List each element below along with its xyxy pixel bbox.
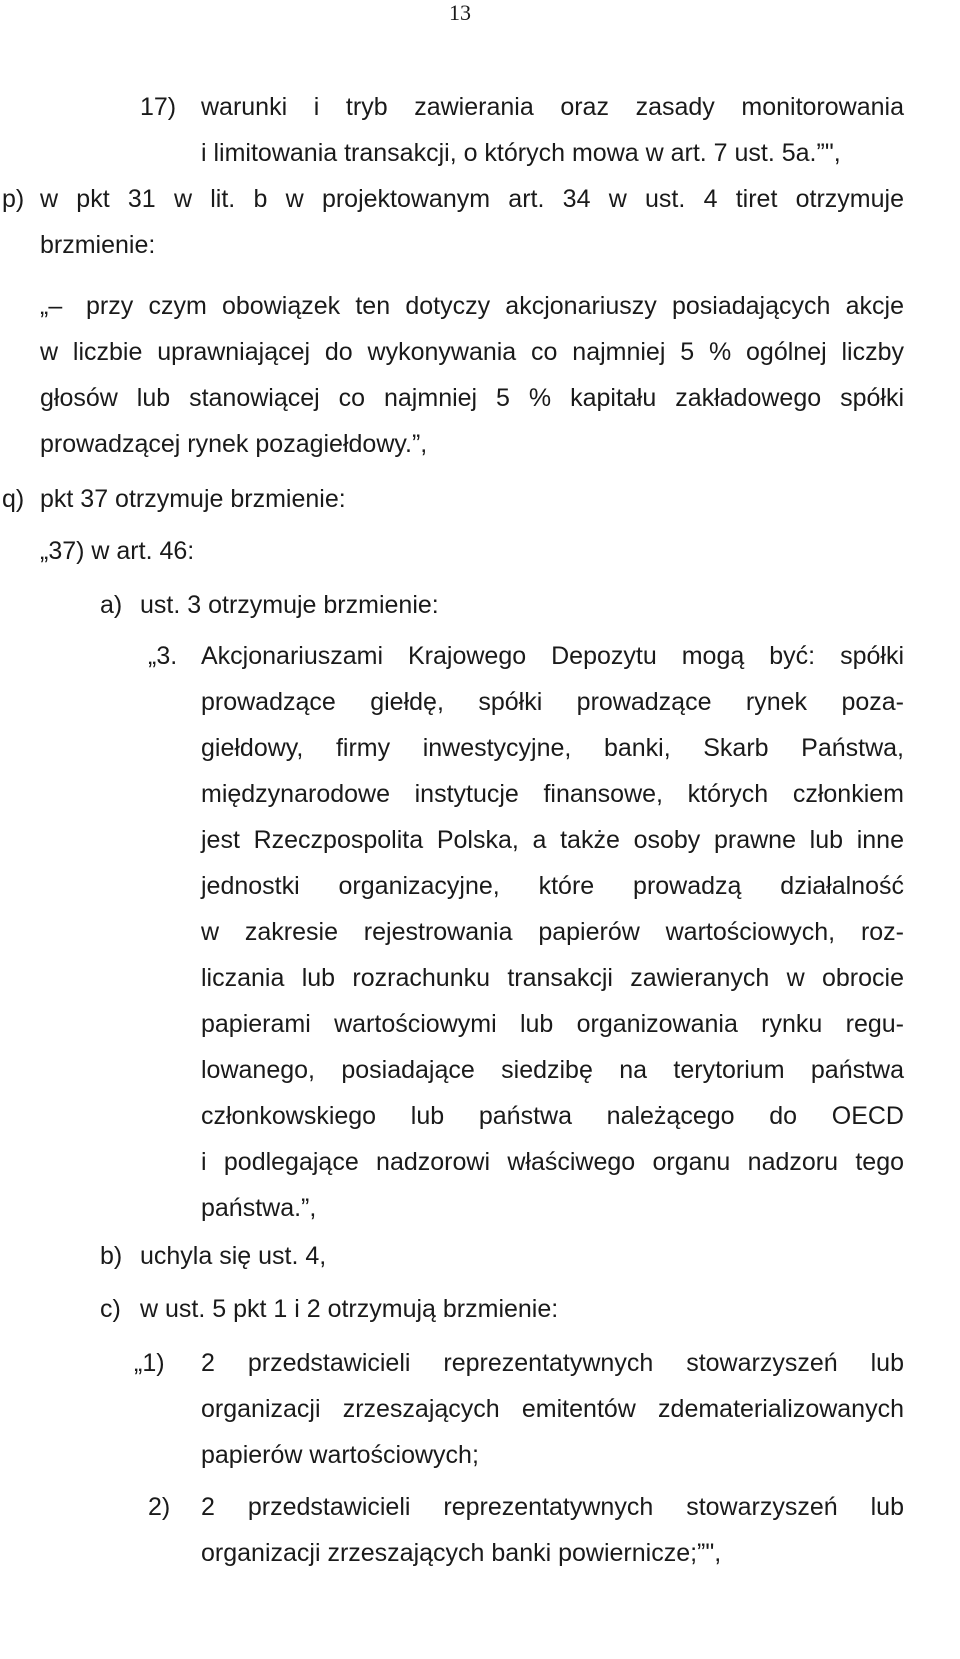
para-3-line: w zakresie rejestrowania papierów wartościowych, roz- (201, 918, 904, 946)
item-q-marker: q) (2, 485, 25, 513)
item-17-line-1: warunki i tryb zawierania oraz zasady monitorowania (201, 93, 904, 121)
para-3-line: liczania lub rozrachunku transakcji zawieranych w obrocie (201, 964, 904, 992)
page-number: 13 (449, 0, 471, 25)
item-17-line-2: i limitowania transakcji, o których mowa w art. 7 ust. 5a.”", (201, 139, 841, 167)
c-1-line: 2 przedstawicieli reprezentatywnych stowarzyszeń lub (201, 1349, 904, 1377)
para-3-marker: „3. (148, 642, 178, 670)
para-3-line: Akcjonariuszami Krajowego Depozytu mogą być: spółki (201, 642, 904, 670)
item-q-b-marker: b) (100, 1242, 123, 1270)
item-q-art46: „37) w art. 46: (40, 537, 195, 565)
c-2-line: 2 przedstawicieli reprezentatywnych stowarzyszeń lub (201, 1493, 904, 1521)
item-17-marker: 17) (140, 93, 177, 121)
para-3-line: i podlegające nadzorowi właściwego organu nadzoru tego (201, 1148, 904, 1176)
item-p-marker: p) (2, 185, 25, 213)
c-2-marker: 2) (148, 1493, 171, 1521)
c-1-marker: „1) (134, 1349, 165, 1377)
item-q-b-text: uchyla się ust. 4, (140, 1242, 327, 1270)
item-p-quote-line-4: prowadzącej rynek pozagiełdowy.”, (40, 430, 428, 458)
para-3-line: giełdowy, firmy inwestycyjne, banki, Skarb Państwa, (201, 734, 904, 762)
para-3-line: jednostki organizacyjne, które prowadzą działalność (201, 872, 904, 900)
item-p-line-2: brzmienie: (40, 231, 156, 259)
item-p-quote-line-1: przy czym obowiązek ten dotyczy akcjonariuszy posiadających akcje (86, 292, 904, 320)
item-p-quote-line-3: głosów lub stanowiącej co najmniej 5 % kapitału zakładowego spółki (40, 384, 904, 412)
c-1-line: papierów wartościowych; (201, 1441, 479, 1469)
item-q-a-text: ust. 3 otrzymuje brzmienie: (140, 591, 439, 619)
para-3-line: lowanego, posiadające siedzibę na terytorium państwa (201, 1056, 904, 1084)
c-1-line: organizacji zrzeszających emitentów zdematerializowanych (201, 1395, 904, 1423)
para-3-line: członkowskiego lub państwa należącego do OECD (201, 1102, 904, 1130)
item-q-a-marker: a) (100, 591, 123, 619)
para-3-line: międzynarodowe instytucje finansowe, których członkiem (201, 780, 904, 808)
item-q-c-text: w ust. 5 pkt 1 i 2 otrzymują brzmienie: (140, 1295, 559, 1323)
item-q-text: pkt 37 otrzymuje brzmienie: (40, 485, 346, 513)
c-2-line: organizacji zrzeszających banki powiernicze;”", (201, 1539, 722, 1567)
para-3-line: państwa.”, (201, 1194, 317, 1222)
item-p-quote-prefix: „– (40, 292, 63, 320)
item-p-line-1: w pkt 31 w lit. b w projektowanym art. 34 w ust. 4 tiret otrzymuje (40, 185, 904, 213)
item-q-c-marker: c) (100, 1295, 121, 1323)
para-3-line: jest Rzeczpospolita Polska, a także osoby prawne lub inne (201, 826, 904, 854)
para-3-line: prowadzące giełdę, spółki prowadzące rynek poza- (201, 688, 904, 716)
item-p-quote-line-2: w liczbie uprawniającej do wykonywania co najmniej 5 % ogólnej liczby (40, 338, 904, 366)
para-3-line: papierami wartościowymi lub organizowania rynku regu- (201, 1010, 904, 1038)
